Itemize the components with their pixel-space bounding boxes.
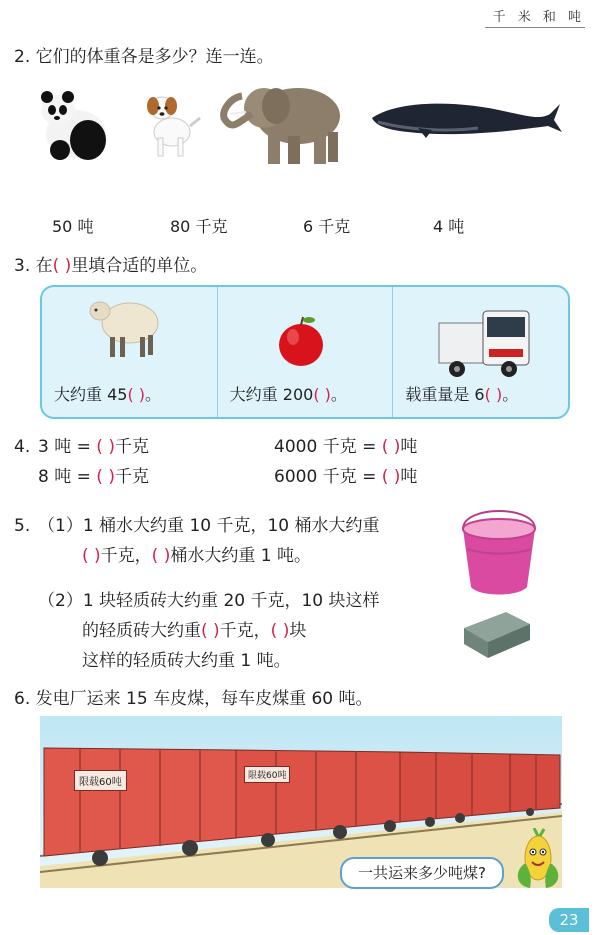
q4-row2-right: 6000 千克 = ( )吨	[274, 467, 418, 487]
answer-blank[interactable]: ( )	[313, 385, 331, 404]
answer-blank[interactable]: ( )	[52, 256, 72, 276]
question-6: 6. 发电厂运来 15 车皮煤，每车皮煤重 60 吨。	[14, 689, 373, 709]
q5-part2-line1: （2）1 块轻质砖大约重 20 千克，10 块这样	[38, 591, 380, 611]
question-3	[14, 255, 207, 277]
q5-part2-line2: 的轻质砖大约重( )千克，( )块	[82, 621, 307, 641]
answer-blank[interactable]: ( )	[151, 546, 171, 566]
apple-image	[276, 315, 326, 367]
answer-blank[interactable]: ( )	[127, 385, 146, 404]
whale-image	[368, 96, 564, 142]
header-rule	[485, 27, 585, 28]
q3-text-before: 在	[35, 256, 53, 276]
wagon-label: 限载60吨	[244, 766, 290, 783]
bucket-image	[455, 505, 543, 597]
corn-mascot-icon	[510, 828, 564, 892]
weight-option: 80 千克	[170, 217, 228, 236]
question-2	[14, 46, 274, 68]
page-number: 23	[549, 908, 589, 932]
answer-blank[interactable]: ( )	[201, 621, 220, 641]
question-bubble: 一共运来多少吨煤?	[340, 857, 504, 889]
q3-panel	[40, 285, 570, 419]
answer-blank[interactable]: ( )	[381, 467, 401, 487]
answer-blank[interactable]: ( )	[381, 437, 401, 457]
panda-image	[38, 88, 108, 162]
q3-item-3: 载重量是 6( )。	[405, 385, 519, 404]
truck-image	[435, 303, 539, 379]
q3-number: 3.	[14, 256, 31, 276]
q5-part1-line2: ( )千克，( )桶水大约重 1 吨。	[82, 546, 311, 566]
weight-option: 4 吨	[433, 217, 465, 236]
q3-cell-truck	[393, 287, 568, 417]
weight-option: 6 千克	[303, 217, 351, 236]
answer-blank[interactable]: ( )	[96, 467, 115, 487]
answer-blank[interactable]: ( )	[270, 621, 290, 641]
q4-number: 4.	[14, 437, 31, 457]
elephant-image	[218, 78, 353, 166]
answer-blank[interactable]: ( )	[82, 546, 101, 566]
q4-row2-left: 8 吨 = ( )千克	[38, 467, 149, 487]
sheep-image	[86, 293, 162, 359]
q3-item-1: 大约重 45( )。	[54, 385, 162, 404]
q3-item-2: 大约重 200( )。	[229, 385, 347, 404]
weight-option: 50 吨	[52, 217, 94, 236]
q3-text-after: 里填合适的单位。	[71, 256, 208, 276]
q4-row1-right: 4000 千克 = ( )吨	[274, 437, 418, 457]
answer-blank[interactable]: ( )	[484, 385, 503, 404]
puppy-image	[140, 92, 202, 160]
q2-number: 2.	[14, 47, 31, 67]
q4-row1-left: 3 吨 = ( )千克	[38, 437, 149, 457]
wagon-label: 限载60吨	[74, 770, 127, 791]
chapter-header: 千 米 和 吨	[492, 10, 585, 25]
q5-part2-line3: 这样的轻质砖大约重 1 吨。	[82, 651, 291, 671]
q3-cell-sheep	[42, 287, 218, 417]
brick-image	[460, 606, 534, 662]
q3-cell-apple	[218, 287, 394, 417]
answer-blank[interactable]: ( )	[96, 437, 115, 457]
q5-number: 5.	[14, 516, 31, 536]
q5-part1-line1: （1）1 桶水大约重 10 千克，10 桶水大约重	[38, 516, 380, 536]
q2-text: 它们的体重各是多少？连一连。	[35, 47, 274, 67]
